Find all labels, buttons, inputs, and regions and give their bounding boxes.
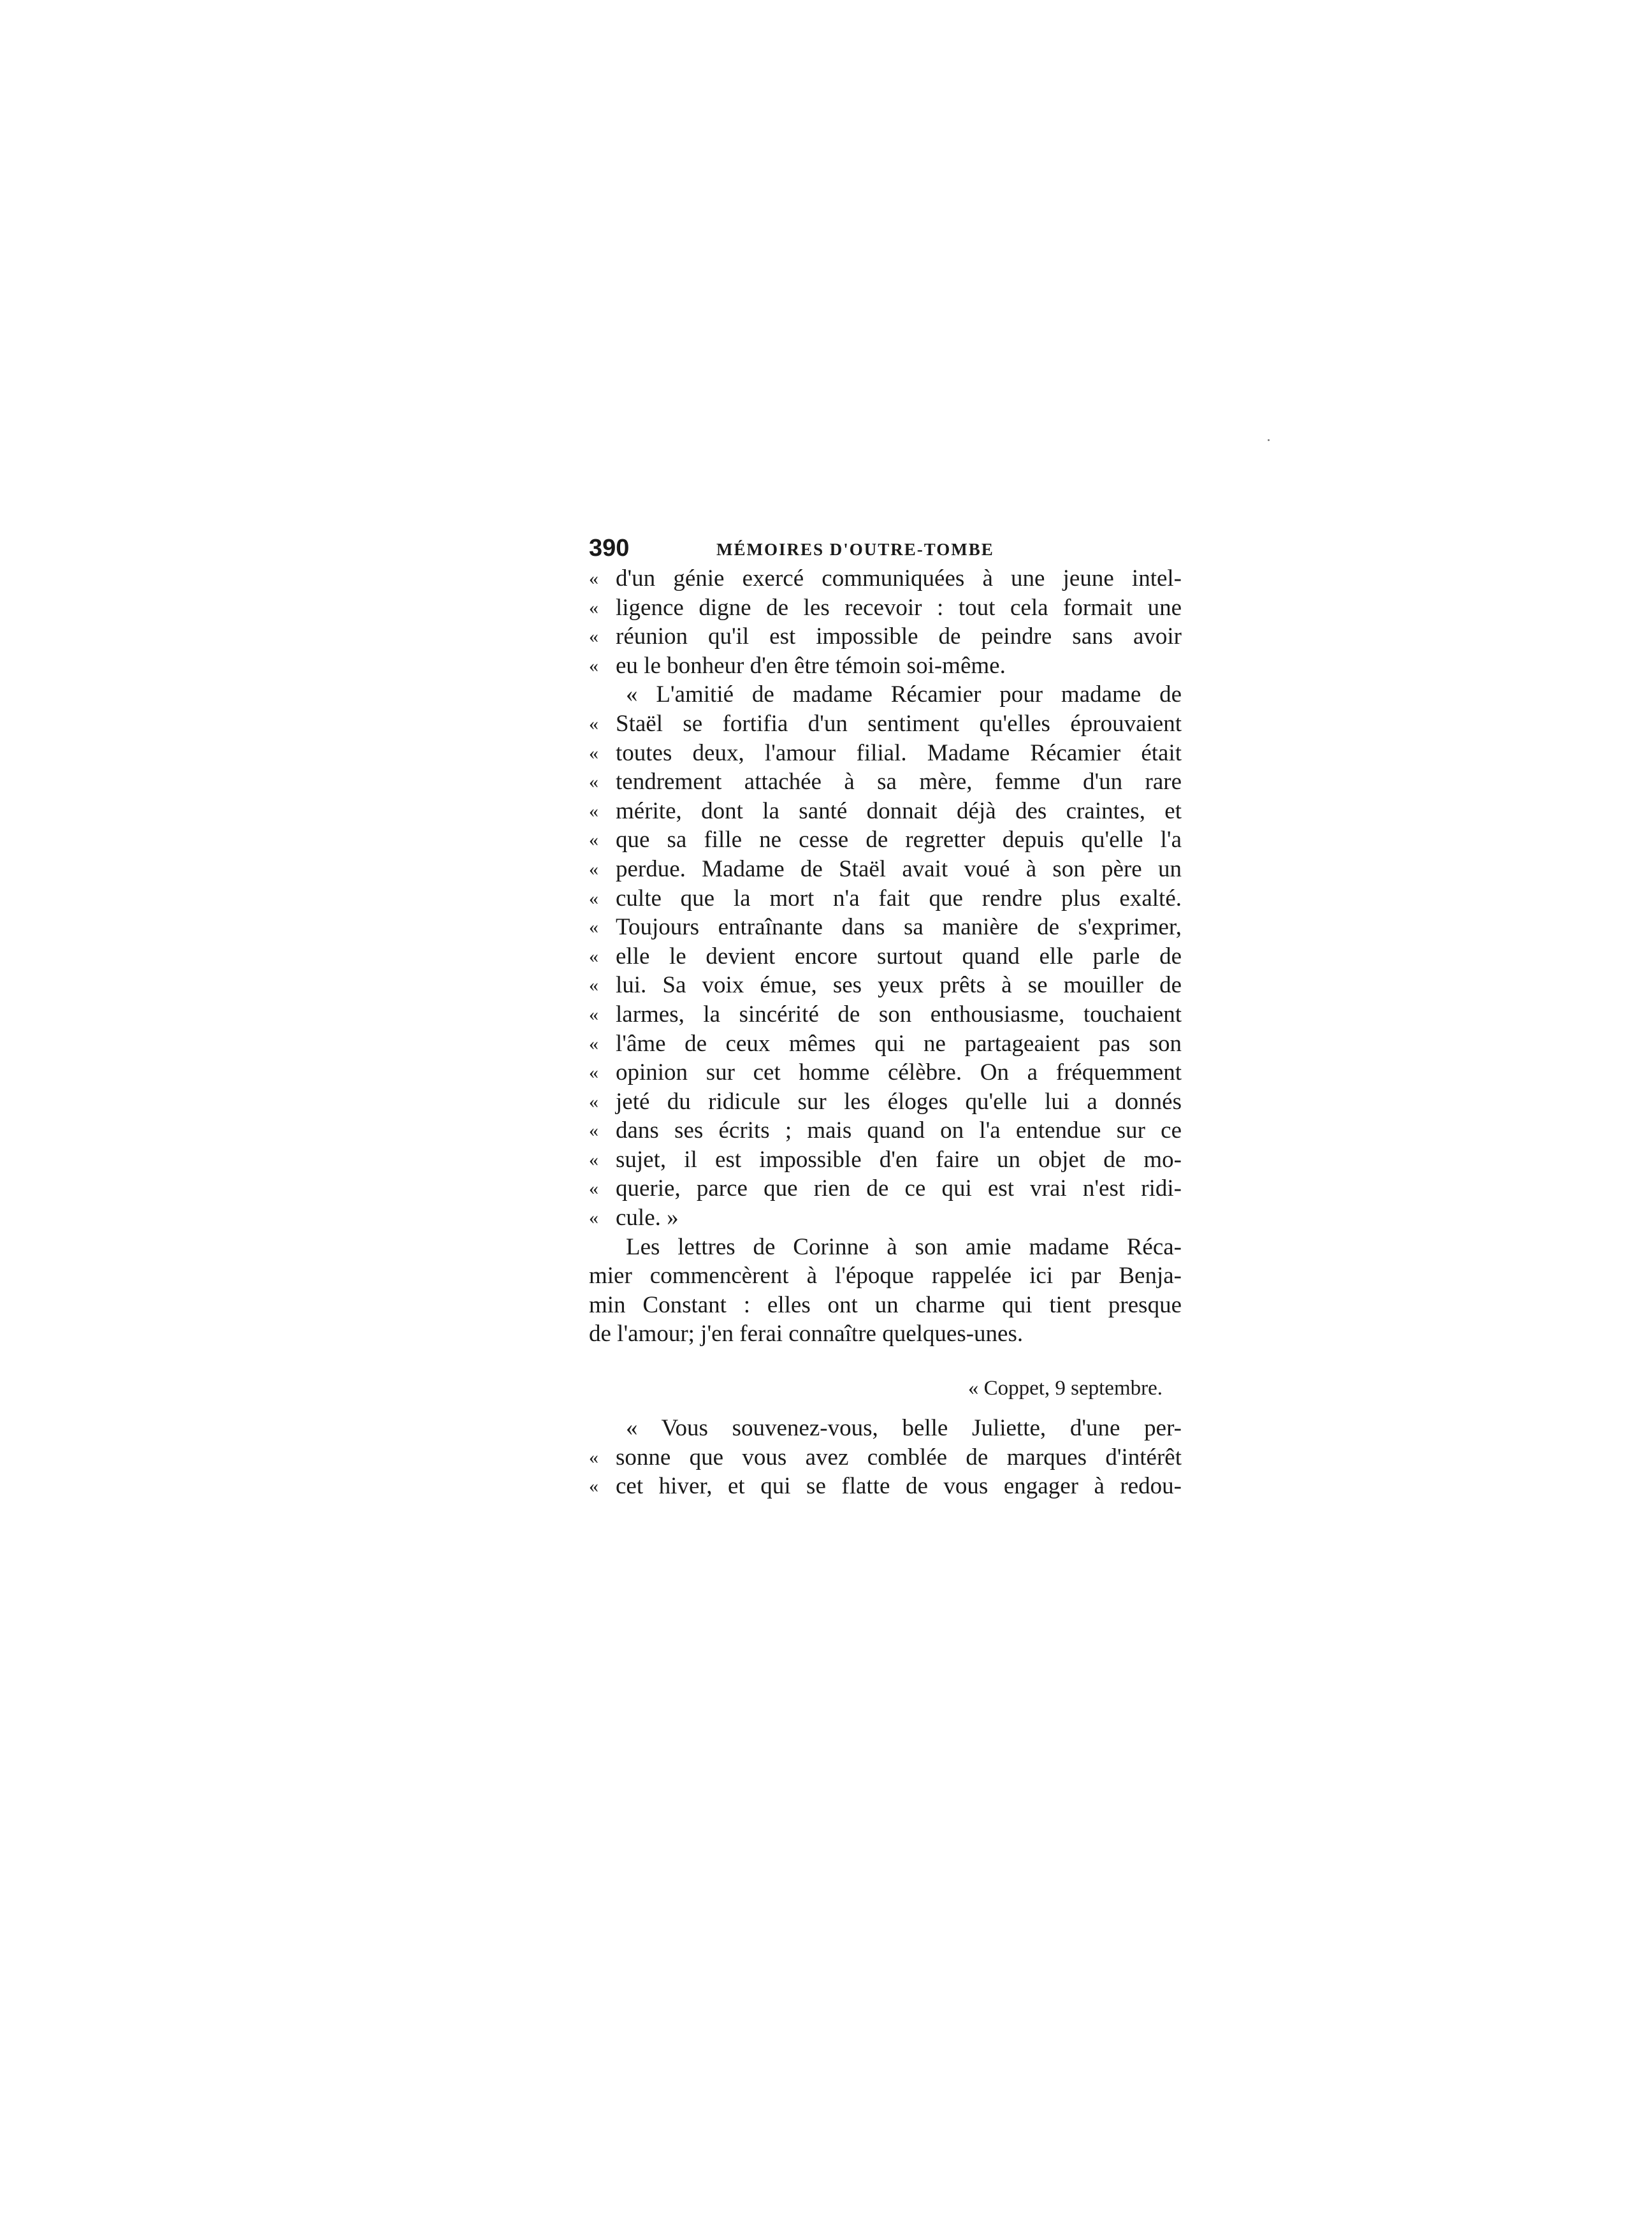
- text-line: [589, 1319, 1182, 1349]
- text-line: [589, 767, 1182, 797]
- line-text: tendrement attachée à sa mère, femme d'un rare: [616, 769, 1182, 795]
- quote-mark: «: [589, 742, 598, 764]
- text-line: [589, 855, 1182, 884]
- line-text: l'âme de ceux mêmes qui ne partageaient pas son: [616, 1030, 1182, 1057]
- quote-mark: «: [589, 800, 598, 822]
- text-line: [589, 1145, 1182, 1175]
- line-text: eu le bonheur d'en être témoin soi-même.: [616, 652, 1006, 679]
- text-line: [589, 825, 1182, 855]
- text-line: [589, 651, 1182, 681]
- line-text: toutes deux, l'amour filial. Madame Récamier était: [616, 739, 1182, 766]
- line-text: culte que la mort n'a fait que rendre plus exalté.: [616, 885, 1182, 911]
- text-line: [589, 942, 1182, 971]
- running-head: MÉMOIRES D'OUTRE-TOMBE: [716, 540, 994, 559]
- text-line: [589, 1000, 1182, 1029]
- quote-mark: «: [589, 597, 598, 618]
- quote-mark: «: [589, 858, 598, 880]
- line-text: réunion qu'il est impossible de peindre sans avoir: [616, 623, 1182, 650]
- text-block: [589, 532, 1182, 1501]
- line-text: Staël se fortifia d'un sentiment qu'elles éprouvaient: [616, 710, 1182, 737]
- line-text: que sa fille ne cesse de regretter depuis qu'elle l'a: [616, 827, 1182, 853]
- quote-mark: «: [589, 945, 598, 967]
- text-line: [589, 884, 1182, 913]
- quote-mark: «: [589, 1476, 598, 1497]
- text-line: [589, 1261, 1182, 1291]
- line-text: perdue. Madame de Staël avait voué à son père un: [616, 855, 1182, 882]
- line-text: « L'amitié de madame Récamier pour madame de: [626, 681, 1182, 708]
- line-text: « Vous souvenez-vous, belle Juliette, d'une per-: [626, 1415, 1182, 1442]
- text-line: [589, 1116, 1182, 1145]
- quote-mark: «: [589, 1062, 598, 1084]
- text-line: [589, 1233, 1182, 1262]
- text-line: [589, 1472, 1182, 1501]
- text-line: [589, 1029, 1182, 1059]
- quote-mark: «: [589, 1446, 598, 1468]
- line-text: cule. »: [616, 1205, 679, 1231]
- line-text: ligence digne de les recevoir : tout cela formait une: [616, 594, 1182, 621]
- line-text: de l'amour; j'en ferai connaître quelques-unes.: [589, 1321, 1024, 1347]
- quote-mark: «: [589, 1149, 598, 1170]
- line-text: sonne que vous avez comblée de marques d'intérêt: [616, 1444, 1182, 1470]
- quote-mark: «: [589, 713, 598, 734]
- text-line: [589, 709, 1182, 739]
- text-line: [589, 913, 1182, 942]
- quote-mark: «: [589, 1091, 598, 1112]
- quote-mark: «: [589, 655, 598, 676]
- quote-mark: «: [589, 829, 598, 851]
- line-text: dans ses écrits ; mais quand on l'a entendue sur ce: [616, 1117, 1182, 1144]
- line-text: d'un génie exercé communiquées à une jeune intel-: [616, 565, 1182, 592]
- quote-mark: «: [589, 1178, 598, 1200]
- text-line: [589, 797, 1182, 826]
- line-text: Les lettres de Corinne à son amie madame Réca-: [626, 1233, 1182, 1260]
- quote-mark: «: [589, 887, 598, 909]
- quote-mark: «: [589, 1033, 598, 1054]
- text-line: [589, 1443, 1182, 1472]
- text-line: [589, 564, 1182, 593]
- line-text: sujet, il est impossible d'en faire un objet de mo-: [616, 1146, 1182, 1173]
- text-line: [589, 739, 1182, 768]
- text-line: [589, 1058, 1182, 1087]
- text-line: [589, 1414, 1182, 1443]
- text-line: [589, 680, 1182, 709]
- line-text: querie, parce que rien de ce qui est vrai n'est ridi-: [616, 1175, 1182, 1202]
- text-line: [589, 622, 1182, 651]
- text-line: [589, 593, 1182, 623]
- text-line: [589, 1087, 1182, 1117]
- line-text: mérite, dont la santé donnait déjà des craintes, et: [616, 797, 1182, 824]
- body-text-block-1: [589, 564, 1182, 1349]
- text-line: [589, 1203, 1182, 1233]
- quote-mark: «: [589, 1120, 598, 1142]
- quote-mark: «: [589, 975, 598, 996]
- line-text: opinion sur cet homme célèbre. On a fréquemment: [616, 1059, 1182, 1086]
- page-number: 390: [589, 535, 630, 562]
- text-line: [589, 1174, 1182, 1203]
- quote-mark: «: [589, 568, 598, 589]
- line-text: jeté du ridicule sur les éloges qu'elle lui a donnés: [616, 1088, 1182, 1115]
- line-text: elle le devient encore surtout quand elle parle de: [616, 943, 1182, 969]
- line-text: min Constant : elles ont un charme qui tient presque: [589, 1291, 1182, 1318]
- page-header: [589, 532, 1182, 564]
- body-text-block-2: [589, 1414, 1182, 1501]
- quote-mark: «: [589, 771, 598, 793]
- line-text: mier commencèrent à l'époque rappelée ici par Benja-: [589, 1263, 1182, 1289]
- quote-mark: «: [589, 626, 598, 648]
- text-line: [589, 1291, 1182, 1320]
- stray-ink-mark: [1268, 439, 1270, 441]
- line-text: lui. Sa voix émue, ses yeux prêts à se mouiller de: [616, 972, 1182, 999]
- text-line: [589, 971, 1182, 1000]
- line-text: larmes, la sincérité de son enthousiasme, touchaient: [616, 1001, 1182, 1027]
- line-text: Toujours entraînante dans sa manière de s'exprimer,: [616, 914, 1182, 941]
- quote-mark: «: [589, 917, 598, 938]
- line-text: cet hiver, et qui se flatte de vous engager à redou-: [616, 1473, 1182, 1500]
- quote-mark: «: [589, 1207, 598, 1229]
- letter-dateline: « Coppet, 9 septembre.: [967, 1377, 1163, 1400]
- quote-mark: «: [589, 1003, 598, 1025]
